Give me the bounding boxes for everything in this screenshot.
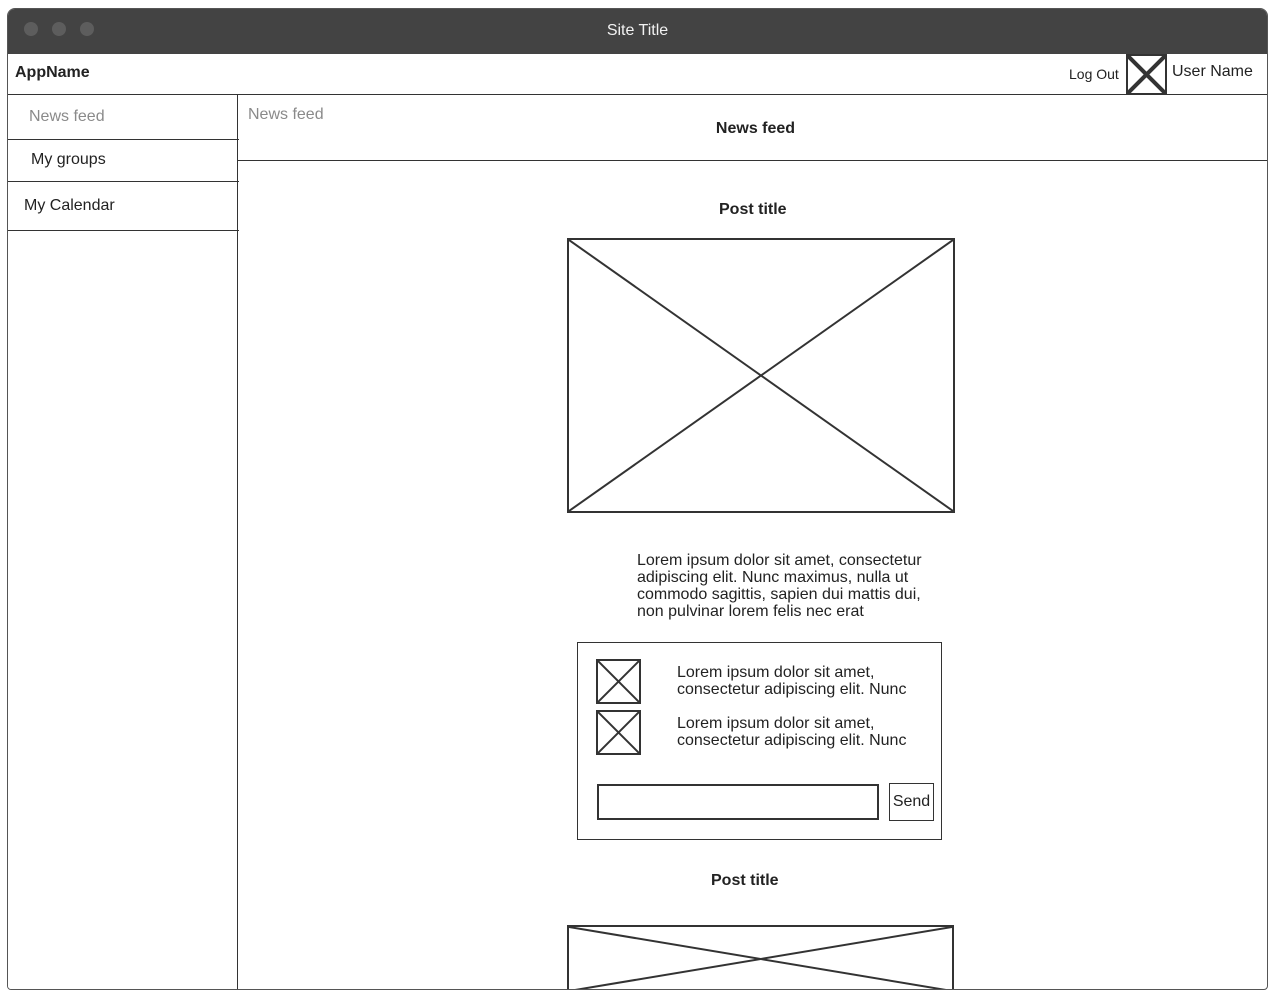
browser-window (7, 8, 1268, 990)
window-title: Site Title (606, 22, 669, 39)
post-title: Post title (719, 201, 787, 218)
sidebar-item-label: My Calendar (24, 197, 115, 214)
user-name[interactable]: User Name (1172, 63, 1253, 80)
header-divider (238, 160, 1268, 161)
commenter-avatar-icon (596, 659, 641, 704)
sidebar-item-label: News feed (29, 108, 105, 125)
comment-text: Lorem ipsum dolor sit amet, consectetur adipiscing elit. Nunc (677, 664, 907, 698)
sidebar-item-my-groups[interactable] (8, 140, 239, 182)
post-body: Lorem ipsum dolor sit amet, consectetur adipiscing elit. Nunc maximus, nulla ut commodo sagittis, sapien dui mattis dui, non pulvinar lorem felis nec erat (637, 552, 922, 620)
main-content (238, 95, 1268, 990)
app-name[interactable]: AppName (15, 64, 90, 81)
commenter-avatar-icon (596, 710, 641, 755)
sidebar-nav (8, 95, 238, 990)
app-header (8, 54, 1267, 95)
sidebar-item-my-calendar[interactable] (8, 182, 239, 231)
sidebar-item-news-feed[interactable] (8, 95, 239, 140)
post-image-placeholder-icon[interactable] (567, 925, 954, 990)
comment-input[interactable] (597, 784, 879, 820)
title-bar (8, 9, 1267, 54)
page-title: News feed (715, 120, 796, 137)
breadcrumb[interactable]: News feed (248, 106, 324, 123)
post-image-placeholder-icon[interactable] (567, 238, 955, 513)
user-avatar-icon[interactable] (1126, 54, 1167, 95)
comments-box (577, 642, 942, 840)
comment-text: Lorem ipsum dolor sit amet, consectetur adipiscing elit. Nunc (677, 715, 907, 749)
logout-link[interactable]: Log Out (1069, 66, 1119, 82)
sidebar-item-label: My groups (31, 151, 106, 168)
send-button[interactable]: Send (889, 783, 934, 821)
post-title: Post title (711, 872, 779, 889)
